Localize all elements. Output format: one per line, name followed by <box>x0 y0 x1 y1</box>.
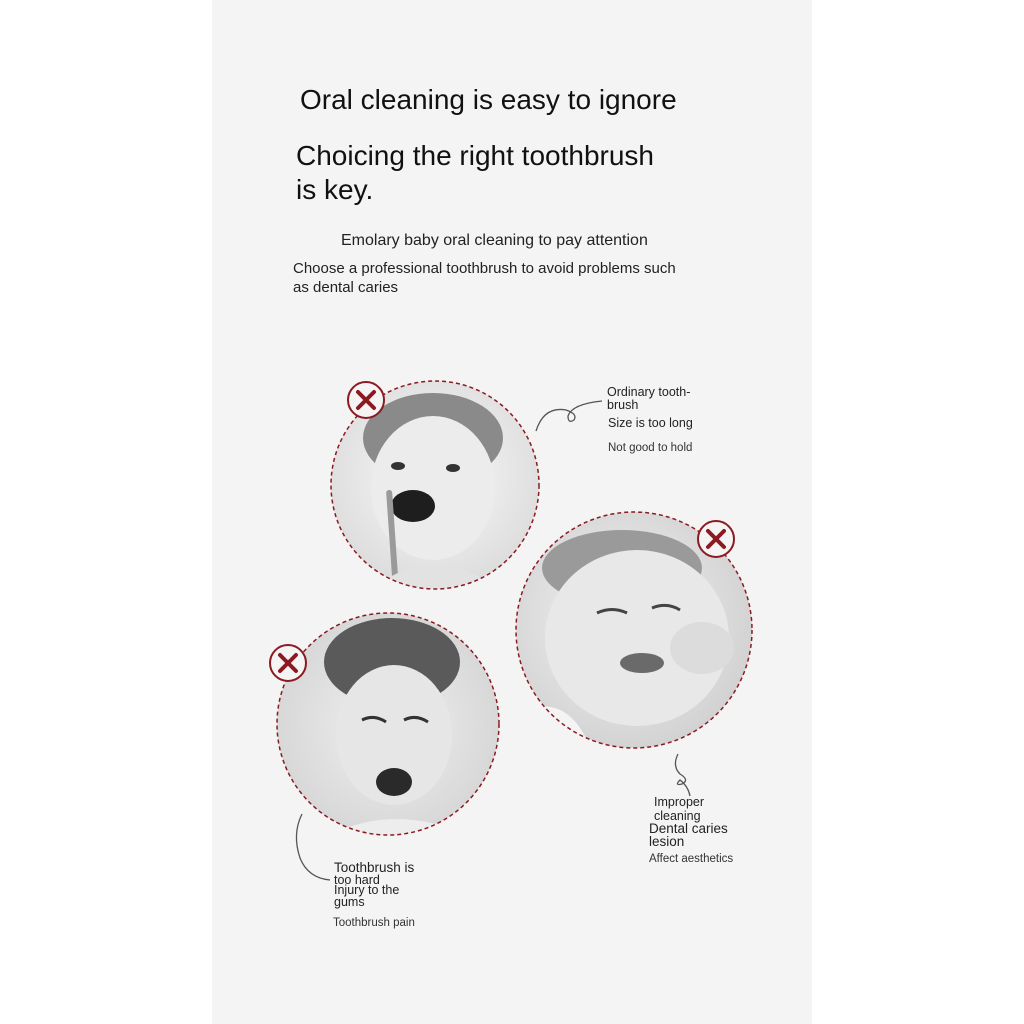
note-3-title-a: Toothbrush is <box>334 860 415 875</box>
photo-crying-toddler <box>274 610 502 838</box>
connector-line-3 <box>290 812 334 884</box>
note-2-detail-2: Affect aesthetics <box>649 853 734 865</box>
connector-line-1 <box>534 398 604 434</box>
note-1-detail-1: Size is too long <box>608 416 693 430</box>
x-mark-icon <box>346 380 386 420</box>
note-1-detail-2: Not good to hold <box>608 442 693 454</box>
x-mark-icon <box>696 519 736 559</box>
note-1-title-b: brush <box>607 398 639 412</box>
headline-line-2: Choicing the right toothbrush <box>296 140 654 171</box>
note-3-detail-1b: gums <box>334 895 365 909</box>
note-3-detail-2: Toothbrush pain <box>333 917 415 929</box>
headline-line-3: is key. <box>296 174 374 205</box>
note-2-title-a: Improper <box>654 795 705 809</box>
body-text-line-1: Choose a professional toothbrush to avoid problems such <box>293 260 676 277</box>
x-mark-icon <box>268 643 308 683</box>
note-2-detail-1a: Dental caries <box>649 821 728 836</box>
body-text-line-2: as dental caries <box>293 279 399 296</box>
note-2-title-b: cleaning <box>654 809 701 823</box>
note-1-title-a: Ordinary tooth- <box>607 385 691 399</box>
note-3-detail-1a: Injury to the <box>334 883 400 897</box>
note-2-detail-1b: lesion <box>649 834 685 849</box>
connector-line-2 <box>668 752 698 798</box>
note-3-title-b: too hard <box>334 873 380 887</box>
headline-line-1: Oral cleaning is easy to ignore <box>300 84 677 115</box>
subheading: Emolary baby oral cleaning to pay attention <box>341 232 648 249</box>
